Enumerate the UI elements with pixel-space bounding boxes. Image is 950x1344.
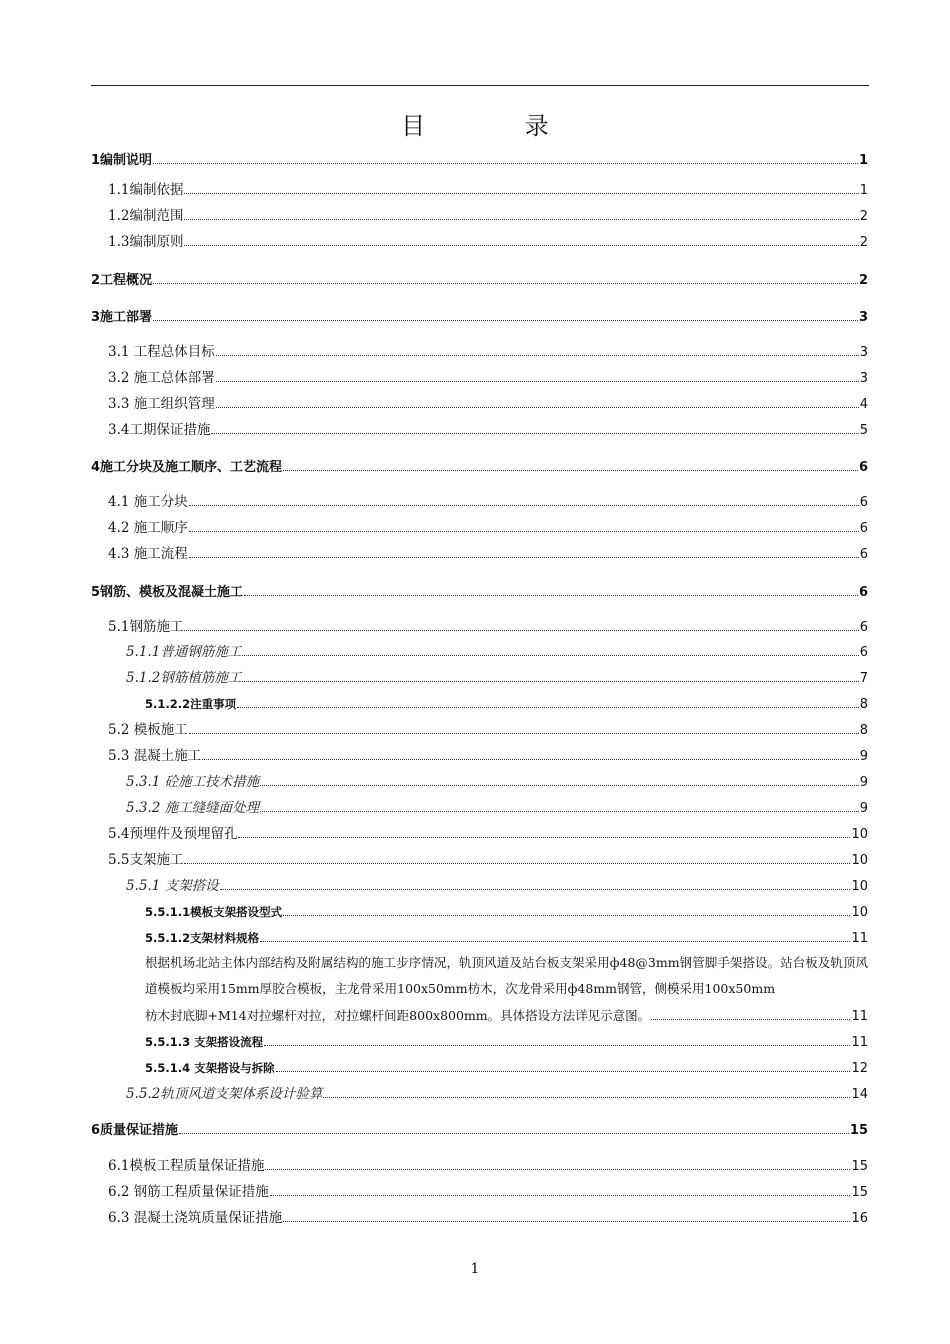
- toc-entry-page: 15: [849, 1123, 868, 1138]
- dot-leader: [179, 1133, 849, 1134]
- toc-entry-title: 5.5.1 支架搭设: [126, 878, 219, 894]
- dot-leader: [244, 595, 858, 596]
- dot-leader: [211, 433, 858, 434]
- toc-entry-page: 1: [859, 183, 868, 198]
- toc-entry[interactable]: [145, 926, 868, 946]
- toc-entry[interactable]: [108, 178, 868, 198]
- dot-leader: [270, 1195, 851, 1196]
- toc-entry-title: 6.2 钢筋工程质量保证措施: [108, 1184, 269, 1200]
- toc-entry-page: 6: [859, 645, 868, 660]
- toc-entry-page: 3: [859, 345, 868, 360]
- toc-entry-page: 10: [851, 853, 868, 868]
- toc-entry-page: 10: [851, 879, 868, 894]
- toc-entry-page: 4: [859, 397, 868, 412]
- toc-entry-page: 6: [858, 585, 868, 600]
- toc-entry-title: 1编制说明: [91, 153, 153, 168]
- toc-entry[interactable]: [108, 615, 868, 635]
- toc-entry-page: 6: [859, 620, 868, 635]
- toc-paragraph-last-line[interactable]: [145, 1004, 868, 1024]
- toc-entry-page: 15: [851, 1185, 868, 1200]
- toc-entry-page: 11: [851, 931, 868, 946]
- toc-entry-title: 5.5.2轨顶风道支架体系设计验算: [126, 1086, 323, 1102]
- toc-entry[interactable]: [91, 268, 868, 288]
- dot-leader: [184, 630, 858, 631]
- toc-entry-title: 5.3.1 砼施工技术措施: [126, 774, 260, 790]
- toc-entry-page: 12: [851, 1061, 868, 1076]
- toc-entry-title: 5.1.1普通钢筋施工: [126, 644, 242, 660]
- toc-entry-page: 5: [859, 423, 868, 438]
- toc-entry[interactable]: [108, 848, 868, 868]
- toc-entry-page: 10: [851, 905, 868, 920]
- toc-entry[interactable]: [108, 230, 868, 250]
- toc-entry-title: 6质量保证措施: [91, 1123, 179, 1138]
- paragraph-page-number: 11: [851, 1009, 868, 1024]
- toc-entry-page: 11: [851, 1035, 868, 1050]
- toc-entry[interactable]: [108, 1180, 868, 1200]
- dot-leader: [260, 811, 859, 812]
- toc-entry-title: 5.3 混凝土施工: [108, 748, 202, 764]
- toc-entry-page: 9: [859, 749, 868, 764]
- dot-leader: [265, 1169, 850, 1170]
- toc-entry[interactable]: [145, 1030, 868, 1050]
- toc-entry[interactable]: [91, 305, 868, 325]
- toc-entry[interactable]: [91, 455, 868, 475]
- dot-leader: [153, 320, 858, 321]
- dot-leader: [260, 941, 850, 942]
- toc-entry[interactable]: [126, 796, 868, 816]
- page-number: 1: [470, 1261, 480, 1277]
- dot-leader: [216, 407, 859, 408]
- toc-entry-title: 6.3 混凝土浇筑质量保证措施: [108, 1210, 283, 1226]
- toc-entry[interactable]: [108, 418, 868, 438]
- toc-entry[interactable]: [108, 822, 868, 842]
- toc-entry-page: 6: [859, 521, 868, 536]
- header-rule: [91, 85, 869, 86]
- dot-leader: [237, 707, 859, 708]
- toc-entry-title: 6.1模板工程质量保证措施: [108, 1158, 265, 1174]
- toc-entry-page: 9: [859, 801, 868, 816]
- dot-leader: [153, 283, 858, 284]
- toc-entry-title: 1.1编制依据: [108, 182, 184, 198]
- toc-entry-title: 3.4工期保证措施: [108, 422, 211, 438]
- toc-entry-title: 4施工分块及施工顺序、工艺流程: [91, 460, 283, 475]
- dot-leader: [189, 557, 859, 558]
- toc-entry[interactable]: [108, 490, 868, 510]
- toc-entry-page: 14: [851, 1087, 868, 1102]
- toc-entry[interactable]: [126, 666, 868, 686]
- toc-entry[interactable]: [145, 1056, 868, 1076]
- toc-entry[interactable]: [108, 366, 868, 386]
- toc-entry-page: 8: [859, 697, 868, 712]
- toc-entry[interactable]: [91, 1118, 868, 1138]
- toc-entry-title: 3.1 工程总体目标: [108, 344, 215, 360]
- paragraph-body: 根据机场北站主体内部结构及附属结构的施工步序情况，轨顶风道及站台板支架采用ф48@3mm钢管脚手架搭设。站台板及轨顶风道模板均采用15mm厚胶合模板，主龙骨采用100x50mm枋木，次龙骨采用ф48mm钢管，侧模采用100x50mm: [145, 955, 868, 996]
- toc-entry[interactable]: [108, 204, 868, 224]
- dot-leader: [264, 1045, 850, 1046]
- dot-leader: [184, 863, 850, 864]
- toc-entry[interactable]: [126, 1082, 868, 1102]
- toc-entry-title: 5.1.2.2注重事项: [145, 697, 237, 711]
- toc-entry-title: 5.5.1.4 支架搭设与拆除: [145, 1061, 275, 1075]
- toc-entry-page: 2: [859, 235, 868, 250]
- dot-leader: [651, 1019, 850, 1020]
- toc-entry-title: 5.5支架施工: [108, 852, 184, 868]
- paragraph-last-text: 枋木封底脚+M14对拉螺杆对拉，对拉螺杆间距800x800mm。具体搭设方法详见示意图。: [145, 1008, 651, 1023]
- toc-entry-title: 3.3 施工组织管理: [108, 396, 215, 412]
- toc-title: 目 录: [401, 112, 595, 140]
- toc-entry-page: 15: [851, 1159, 868, 1174]
- dot-leader: [283, 1221, 850, 1222]
- toc-entry-page: 6: [858, 460, 868, 475]
- toc-entry[interactable]: [108, 744, 868, 764]
- dot-leader: [184, 245, 858, 246]
- toc-entry-page: 2: [859, 209, 868, 224]
- dot-leader: [242, 681, 858, 682]
- toc-entry-page: 3: [859, 371, 868, 386]
- toc-entry-title: 5.5.1.1模板支架搭设型式: [145, 905, 283, 919]
- toc-entry-title: 5.1.2钢筋植筋施工: [126, 670, 242, 686]
- toc-entry-page: 7: [859, 671, 868, 686]
- toc-entry[interactable]: [108, 392, 868, 412]
- toc-entry-title: 5.2 模板施工: [108, 722, 188, 738]
- toc-entry-page: 8: [859, 723, 868, 738]
- toc-entry-page: 16: [851, 1211, 868, 1226]
- toc-entry-page: 6: [859, 547, 868, 562]
- toc-entry-page: 6: [859, 495, 868, 510]
- toc-entry-title: 5.5.1.2支架材料规格: [145, 931, 260, 945]
- toc-entry[interactable]: [126, 874, 868, 894]
- toc-entry-title: 5.3.2 施工缝缝面处理: [126, 800, 260, 816]
- toc-entry[interactable]: [126, 770, 868, 790]
- toc-paragraph-entry[interactable]: [145, 950, 868, 1002]
- dot-leader: [153, 163, 858, 164]
- toc-entry-title: 1.2编制范围: [108, 208, 184, 224]
- toc-entry[interactable]: [108, 1206, 868, 1226]
- dot-leader: [189, 531, 859, 532]
- toc-entry[interactable]: [108, 542, 868, 562]
- dot-leader: [202, 759, 858, 760]
- toc-entry-title: 5钢筋、模板及混凝土施工: [91, 585, 244, 600]
- toc-entry-title: 5.5.1.3 支架搭设流程: [145, 1035, 264, 1049]
- toc-entry[interactable]: [108, 1154, 868, 1174]
- dot-leader: [238, 837, 850, 838]
- toc-entry-page: 3: [858, 310, 868, 325]
- dot-leader: [283, 470, 858, 471]
- toc-entry-title: 3施工部署: [91, 310, 153, 325]
- toc-entry-title: 2工程概况: [91, 273, 153, 288]
- dot-leader: [220, 889, 851, 890]
- toc-entry-title: 5.1钢筋施工: [108, 619, 184, 635]
- toc-entry-title: 3.2 施工总体部署: [108, 370, 215, 386]
- dot-leader: [216, 355, 859, 356]
- toc-entry-title: 5.4预埋件及预埋留孔: [108, 826, 238, 842]
- dot-leader: [260, 785, 859, 786]
- dot-leader: [216, 381, 859, 382]
- toc-entry[interactable]: [91, 148, 868, 168]
- dot-leader: [283, 915, 850, 916]
- toc-entry[interactable]: [91, 580, 868, 600]
- toc-entry-title: 4.2 施工顺序: [108, 520, 188, 536]
- toc-entry-page: 2: [858, 273, 868, 288]
- dot-leader: [184, 219, 858, 220]
- toc-entry-page: 9: [859, 775, 868, 790]
- toc-entry[interactable]: [108, 340, 868, 360]
- dot-leader: [189, 733, 859, 734]
- toc-entry-page: 1: [858, 153, 868, 168]
- toc-entry[interactable]: [108, 516, 868, 536]
- dot-leader: [323, 1097, 850, 1098]
- toc-entry[interactable]: [108, 718, 868, 738]
- dot-leader: [242, 655, 858, 656]
- toc-entry-page: 10: [851, 827, 868, 842]
- toc-entry-title: 1.3编制原则: [108, 234, 184, 250]
- dot-leader: [276, 1071, 851, 1072]
- dot-leader: [189, 505, 859, 506]
- toc-entry[interactable]: [145, 900, 868, 920]
- toc-entry-title: 4.1 施工分块: [108, 494, 188, 510]
- dot-leader: [184, 193, 858, 194]
- toc-entry[interactable]: [126, 640, 868, 660]
- toc-entry[interactable]: [145, 692, 868, 712]
- toc-entry-title: 4.3 施工流程: [108, 546, 188, 562]
